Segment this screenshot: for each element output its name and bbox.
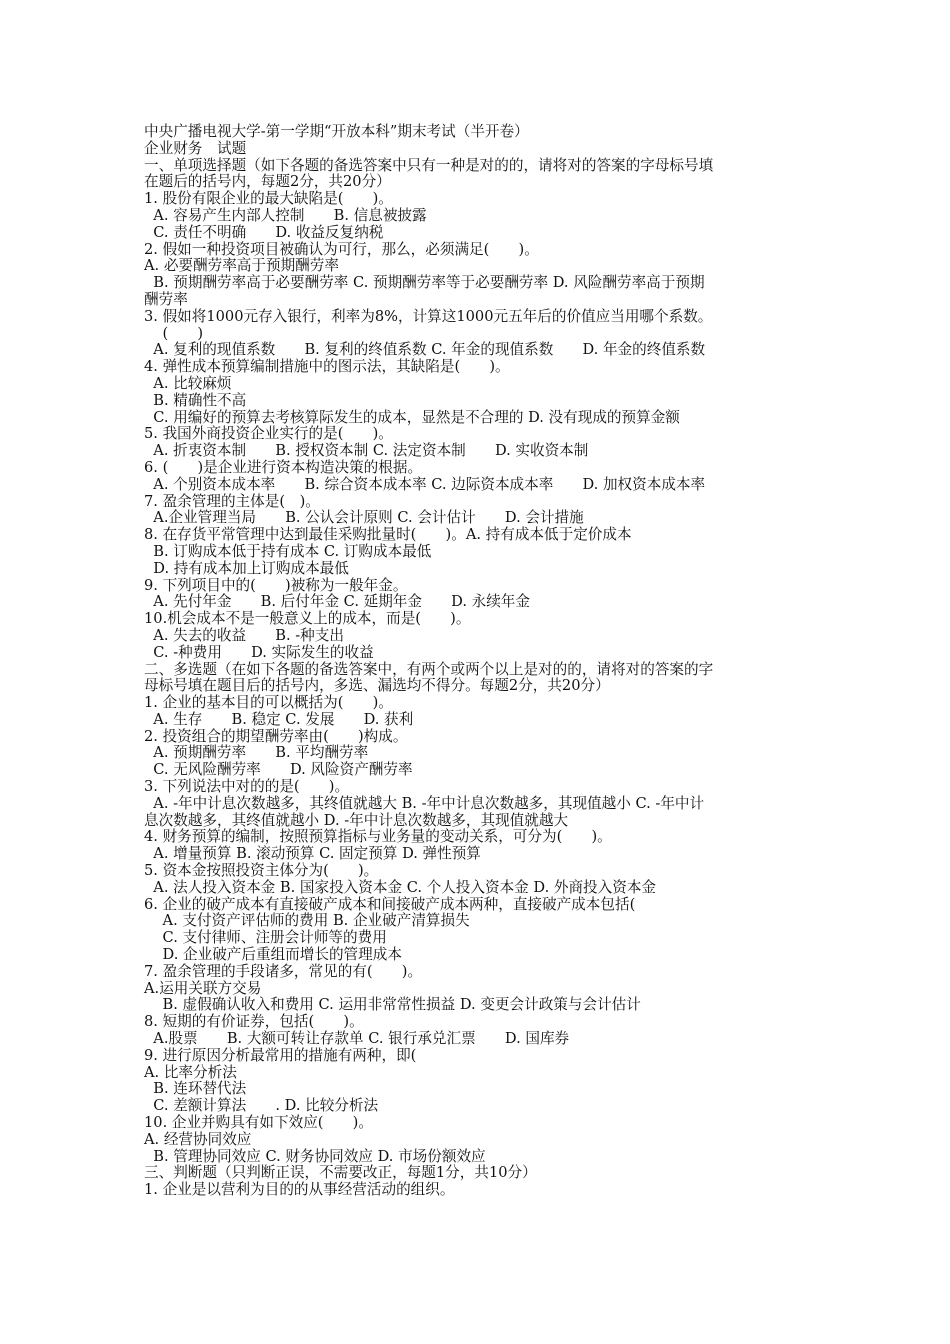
document-line: 5. 我国外商投资企业实行的是( )。 (144, 425, 393, 443)
document-line: A. 个别资本成本率 B. 综合资本成本率 C. 边际资本成本率 D. 加权资本成本率 (144, 475, 706, 493)
document-line: A. 支付资产评估师的费用 B. 企业破产清算损失 (144, 912, 470, 930)
document-line: 9. 下列项目中的( )被称为一般年金。 (144, 576, 408, 594)
document-line: A. 先付年金 B. 后付年金 C. 延期年金 D. 永续年金 (144, 593, 530, 611)
document-line: 10.机会成本不是一般意义上的成本，而是( )。 (144, 610, 471, 628)
document-line: 7. 盈余管理的手段诸多，常见的有( )。 (144, 962, 423, 980)
document-line: A. 比率分析法 (144, 1063, 237, 1081)
document-line: C. 责任不明确 D. 收益反复纳税 (144, 223, 384, 241)
document-line: 9. 进行原因分析最常用的措施有两种，即( (144, 1046, 417, 1064)
document-line: 5. 资本金按照投资主体分为( )。 (144, 862, 379, 880)
document-line: 2. 假如一种投资项目被确认为可行，那么，必须满足( )。 (144, 240, 539, 258)
document-line: A. 生存 B. 稳定 C. 发展 D. 获利 (144, 710, 414, 728)
document-line: 3. 假如将1000元存入银行，利率为8%，计算这1000元五年后的价值应当用哪个系数。 (144, 307, 713, 325)
document-line: 中央广播电视大学-第一学期“开放本科”期末考试（半开卷） (144, 123, 529, 140)
document-line: A. 经营协同效应 (144, 1130, 252, 1148)
document-line: A. -年中计息次数越多，其终值就越大 B. -年中计息次数越多，其现值越小 C. -年中计 (144, 794, 705, 812)
document-line: C. 用编好的预算去考核算际发生的成本，显然是不合理的 D. 没有现成的预算金额 (144, 408, 680, 426)
document-line: 10. 企业并购具有如下效应( )。 (144, 1114, 373, 1132)
document-line: A. 折衷资本制 B. 授权资本制 C. 法定资本制 D. 实收资本制 (144, 442, 589, 460)
document-line: 一、单项选择题（如下各题的备选答案中只有一种是对的的，请将对的答案的字母标号填 (144, 156, 714, 174)
document-line: A. 复利的现值系数 B. 复利的终值系数 C. 年金的现值系数 D. 年金的终值系数 (144, 341, 706, 359)
document-line: 在题后的括号内，每题2分，共20分） (144, 173, 391, 191)
document-line: B. 管理协同效应 C. 财务协同效应 D. 市场份额效应 (144, 1147, 486, 1165)
document-line: C. -种费用 D. 实际发生的收益 (144, 643, 374, 661)
document-line: 酬劳率 (144, 290, 188, 308)
document-line: A. 容易产生内部人控制 B. 信息被披露 (144, 206, 427, 224)
document-line: C. 无风险酬劳率 D. 风险资产酬劳率 (144, 761, 413, 779)
document-line: 1. 股份有限企业的最大缺陷是( )。 (144, 190, 393, 208)
document-line: 二、多选题（在如下各题的备选答案中，有两个或两个以上是对的的，请将对的答案的字 (144, 660, 714, 678)
document-line: 2. 投资组合的期望酬劳率由( )构成。 (144, 727, 408, 745)
document-line: 6. ( )是企业进行资本构造决策的根据。 (144, 458, 423, 476)
document-line: A. 法人投入资本金 B. 国家投入资本金 C. 个人投入资本金 D. 外商投入资本金 (144, 878, 657, 896)
document-line: A.企业管理当局 B. 公认会计原则 C. 会计估计 D. 会计措施 (144, 509, 584, 527)
document-line: A. 预期酬劳率 B. 平均酬劳率 (144, 744, 369, 762)
document-line: 三、判断题（只判断正误，不需要改正，每题1分，共10分） (144, 1164, 537, 1182)
document-line: 6. 企业的破产成本有直接破产成本和间接破产成本两种，直接破产成本包括( (144, 895, 636, 913)
document-line: A. 比较麻烦 (144, 374, 232, 392)
exam-document (144, 124, 814, 1199)
document-line: 母标号填在题目后的括号内，多选、漏选均不得分。每题2分，共20分） (144, 677, 610, 695)
document-line: 8. 短期的有价证券，包括( )。 (144, 1013, 364, 1031)
document-line: 8. 在存货平常管理中达到最佳采购批量时( )。A. 持有成本低于定价成本 (144, 526, 632, 544)
document-line: 1. 企业的基本目的可以概括为( )。 (144, 694, 393, 712)
document-line: 息次数越多，其终值就越小 D. -年中计息次数越多，其现值就越大 (144, 811, 569, 829)
document-line: D. 企业破产后重组而增长的管理成本 (144, 946, 402, 964)
document-line: 企业财务 试题 (144, 139, 247, 157)
document-line: 4. 弹性成本预算编制措施中的图示法，其缺陷是( )。 (144, 358, 510, 376)
document-line: B. 连环替代法 (144, 1080, 247, 1098)
document-line: 3. 下列说法中对的的是( )。 (144, 778, 350, 796)
document-line: B. 精确性不高 (144, 391, 247, 409)
document-line: A. 增量预算 B. 滚动预算 C. 固定预算 D. 弹性预算 (144, 845, 481, 863)
document-line: D. 持有成本加上订购成本最低 (144, 559, 349, 577)
document-line: B. 订购成本低于持有成本 C. 订购成本最低 (144, 542, 432, 560)
document-line: B. 虚假确认收入和费用 C. 运用非常常性损益 D. 变更会计政策与会计估计 (144, 996, 641, 1014)
document-line: ( ) (144, 324, 204, 342)
document-line: A.股票 B. 大额可转让存款单 C. 银行承兑汇票 D. 国库券 (144, 1030, 570, 1048)
document-line: 4. 财务预算的编制，按照预算指标与业务量的变动关系，可分为( )。 (144, 828, 612, 846)
document-line: A.运用关联方交易 (144, 979, 262, 997)
document-line: C. 支付律师、注册会计师等的费用 (144, 929, 387, 947)
document-line: A. 必要酬劳率高于预期酬劳率 (144, 257, 339, 275)
document-line: C. 差额计算法 . D. 比较分析法 (144, 1097, 379, 1115)
document-line: 1. 企业是以营利为目的的从事经营活动的组织。 (144, 1181, 455, 1199)
document-line: B. 预期酬劳率高于必要酬劳率 C. 预期酬劳率等于必要酬劳率 D. 风险酬劳率高于预期 (144, 274, 705, 292)
document-line: 7. 盈余管理的主体是( )。 (144, 492, 320, 510)
document-line: A. 失去的收益 B. -种支出 (144, 626, 344, 644)
